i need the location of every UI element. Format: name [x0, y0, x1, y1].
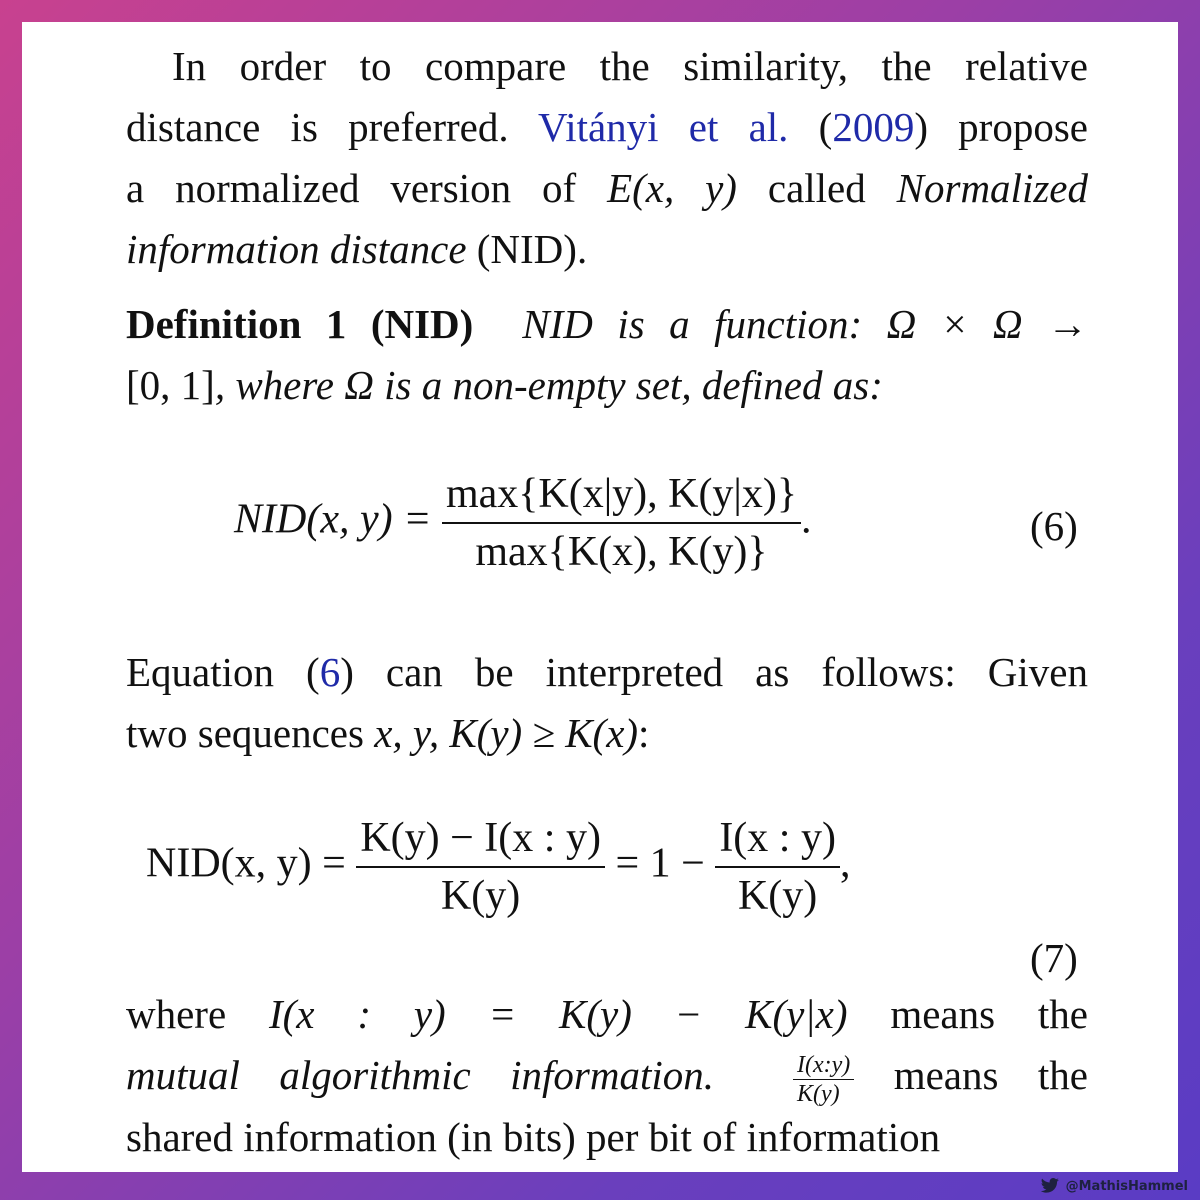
document-page: [22, 22, 1178, 1172]
eq6-fraction-bar: [442, 522, 801, 524]
definition-line-1: Definition 1 (NID) NID is a function: Ω × Ω →: [126, 301, 1089, 347]
definition-title: Definition 1 (NID): [126, 301, 474, 347]
equation-number-7: (7): [1030, 935, 1078, 981]
eq7-fraction-bar-1: [356, 866, 605, 868]
eq6-lhs: NID(x, y) =: [234, 496, 432, 543]
eq7-denominator-1: K(y): [440, 873, 521, 919]
eq7-denominator-2: K(y): [737, 873, 818, 919]
mutual-info-line-3: shared information (in bits) per bit of information: [126, 1114, 941, 1161]
eq7-lhs: NID(x, y) =: [146, 840, 346, 887]
interpretation-paragraph: [126, 642, 1088, 764]
twitter-handle: @MathisHammel: [1065, 1178, 1188, 1194]
eq7-middle: = 1 −: [615, 840, 705, 887]
eq6-denominator: max{K(x), K(y)}: [475, 529, 768, 575]
eq7-fraction-bar-2: [715, 866, 840, 868]
mutual-info-line-1: where I(x : y) = K(y) − K(y|x) means the: [126, 991, 1088, 1037]
inline-fraction: $\frac{I(x:y)}{K(y)}$: [793, 1052, 854, 1107]
citation-link-year[interactable]: 2009: [832, 104, 915, 150]
twitter-bird-icon: [1040, 1178, 1060, 1194]
intro-line-2: distance is preferred. Vitányi et al. (2009) propose: [126, 104, 1088, 150]
mutual-info-line-2: mutual algorithmic information. $\frac{I(x:y)}{K(y)}$ means the: [126, 1052, 1088, 1108]
equation-7: NID(x, y) = $\frac{K(y) - I(x : y)}{K(y)}$ = 1 − $\frac{I(x : y)}{K(y)}$ ,: [146, 815, 851, 919]
inline-fraction-bar: [793, 1079, 854, 1080]
intro-line-3: a normalized version of E(x, y) called Normalized: [126, 165, 1088, 211]
eq6-fraction: [442, 470, 801, 576]
eq7-fraction-2: [715, 814, 840, 920]
twitter-handle-watermark: [1040, 1178, 1188, 1194]
eq7-numerator-2: I(x : y): [719, 815, 836, 861]
interpretation-line-1: Equation (6) can be interpreted as follows: Given: [126, 649, 1088, 695]
definition-line-2: [0, 1], where Ω is a non-empty set, defined as:: [126, 362, 883, 408]
equation-6: NID(x, y) = $\frac{\max\{K(x|y), K(y|x)\}}{\max\{K(x), K(y)\}}$ .: [234, 471, 812, 575]
equation-number-6: (6): [1030, 503, 1078, 549]
interpretation-line-2: two sequences x, y, K(y) ≥ K(x):: [126, 710, 650, 756]
eq7-fraction-1: [356, 814, 605, 920]
definition-block: [126, 294, 1088, 416]
math-E: E(x, y): [607, 165, 737, 211]
intro-line-1: In order to compare the similarity, the relative: [172, 43, 1088, 89]
eq7-numerator-1: K(y) − I(x : y): [360, 815, 601, 861]
intro-paragraph: [126, 36, 1088, 280]
intro-line-4: information distance (NID).: [126, 226, 588, 272]
eq6-numerator: max{K(x|y), K(y|x)}: [445, 471, 797, 517]
equation-ref-link[interactable]: 6: [319, 649, 341, 695]
mutual-info-paragraph: [126, 984, 1088, 1168]
citation-link-authors[interactable]: Vitányi et al.: [538, 104, 789, 150]
